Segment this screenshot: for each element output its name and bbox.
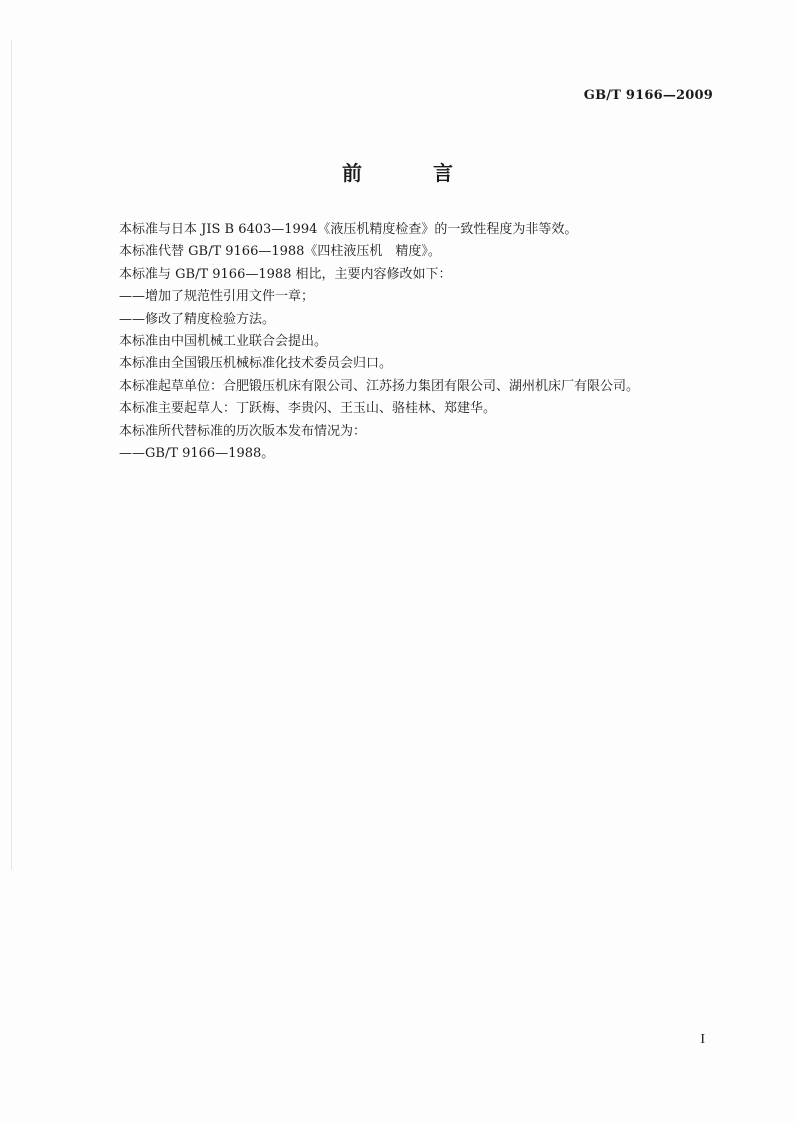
paragraph-replaces: 本标准代替 GB/T 9166—1988《四柱液压机 精度》。 (119, 244, 441, 260)
paragraph-proposed-by: 本标准由中国机械工业联合会提出。 (119, 334, 328, 350)
paragraph-change-item: ——增加了规范性引用文件一章； (119, 289, 315, 305)
standard-code: GB/T 9166—2009 (583, 88, 713, 103)
paragraph-changes-intro: 本标准与 GB/T 9166—1988 相比，主要内容修改如下： (119, 266, 452, 282)
paragraph-change-item: ——修改了精度检验方法。 (119, 311, 276, 327)
paragraph-drafting-units: 本标准起草单位：合肥锻压机床有限公司、江苏扬力集团有限公司、湖州机床厂有限公司。 (119, 378, 640, 394)
page-title: 前 言 (342, 161, 485, 185)
paragraph-centralized-by: 本标准由全国锻压机械标准化技术委员会归口。 (119, 356, 393, 372)
paragraph-equivalence: 本标准与日本 JIS B 6403—1994《液压机精度检查》的一致性程度为非等效。 (119, 222, 578, 237)
paragraph-drafters: 本标准主要起草人：丁跃梅、李贵闪、王玉山、骆桂林、郑建华。 (119, 401, 497, 417)
paragraph-history-item: ——GB/T 9166—1988。 (119, 446, 275, 462)
page-number: I (700, 1032, 705, 1047)
paragraph-history-intro: 本标准所代替标准的历次版本发布情况为： (119, 423, 367, 439)
foreword-body (119, 219, 739, 465)
